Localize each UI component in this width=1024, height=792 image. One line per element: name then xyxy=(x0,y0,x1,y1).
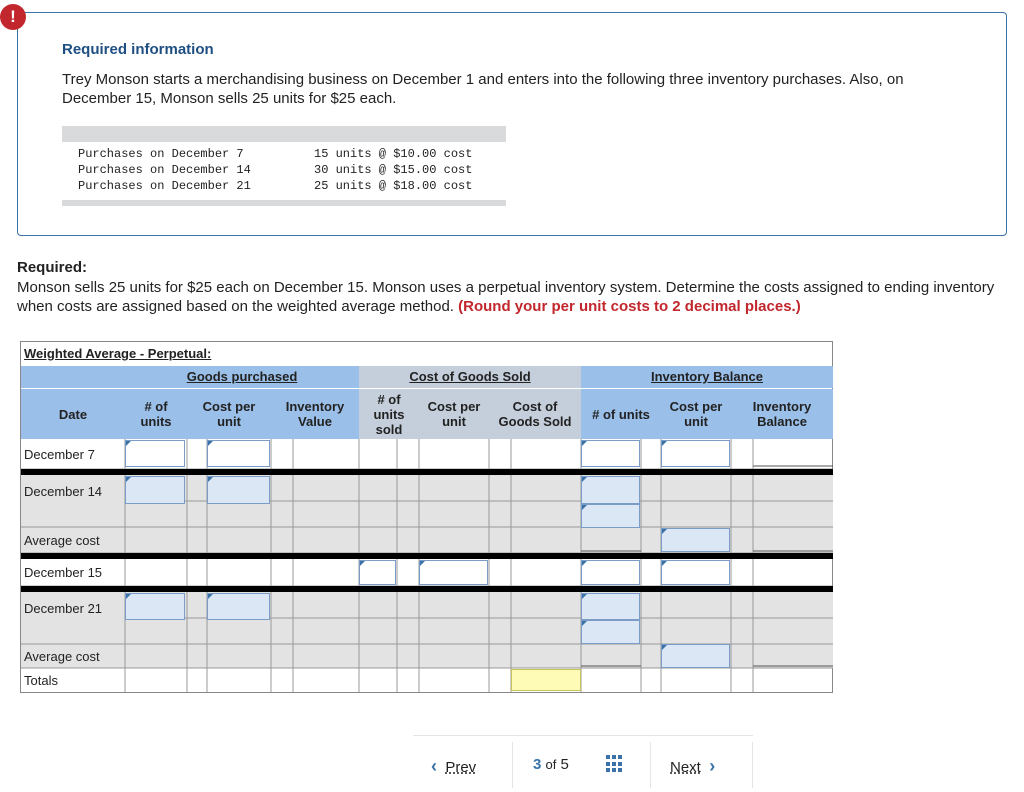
required-text xyxy=(17,278,1012,316)
purchase-row xyxy=(62,178,506,194)
col-date: Date xyxy=(21,389,125,439)
row-label-average-cost: Average cost xyxy=(24,532,100,548)
row-label-dec15: December 15 xyxy=(24,565,103,580)
dec15-balance-cost-input[interactable] xyxy=(661,560,730,585)
average-cost-2-input[interactable] xyxy=(661,644,730,668)
col-ib-balance: Inventory Balance xyxy=(731,389,833,439)
purchase-label: Purchases on December 14 xyxy=(78,163,251,177)
grid-icon[interactable] xyxy=(606,755,624,773)
info-title: Required information xyxy=(62,41,214,58)
page-of: of xyxy=(545,757,557,772)
page-indicator xyxy=(533,756,569,773)
total-pages: 5 xyxy=(560,756,569,773)
table-caption: Weighted Average - Perpetual: xyxy=(24,346,212,361)
col-cs-cost: Cost per unit xyxy=(419,389,489,439)
dec7-cost-input[interactable] xyxy=(207,440,270,467)
dec21-units-input[interactable] xyxy=(125,593,185,620)
dec14-balance-units-input-2[interactable] xyxy=(581,504,640,528)
row-label-average-cost: Average cost xyxy=(24,648,100,664)
col-cs-units: # of units sold xyxy=(359,389,419,439)
chevron-right-icon: › xyxy=(709,756,716,776)
required-information-box xyxy=(17,12,1007,236)
row-separator xyxy=(21,586,833,592)
inventory-balance-header: Inventory Balance xyxy=(581,366,833,388)
chevron-left-icon: ‹ xyxy=(431,756,437,776)
row-separator xyxy=(21,469,833,475)
dec21-balance-units-input-2[interactable] xyxy=(581,620,640,644)
weighted-average-table xyxy=(20,341,833,693)
average-cost-1-input[interactable] xyxy=(661,528,730,552)
dec14-balance-units-input[interactable] xyxy=(581,476,640,504)
total-cogs-cell xyxy=(511,669,581,691)
purchase-detail: 25 units @ $18.00 cost xyxy=(314,179,473,193)
dec15-units-sold-input[interactable] xyxy=(359,560,396,585)
next-button[interactable] xyxy=(670,756,715,777)
required-description: Monson sells 25 units for $25 each on December 15. Monson uses a perpetual inventory system. Determine the costs assigned to ending inventory when costs are assigned based on the weighted average method. xyxy=(17,279,995,315)
dec21-balance-units-input[interactable] xyxy=(581,593,640,620)
dec15-balance-units-input[interactable] xyxy=(581,560,640,585)
dec21-cost-input[interactable] xyxy=(207,593,270,620)
purchase-row xyxy=(62,146,506,162)
dec7-balance-cost-input[interactable] xyxy=(661,440,730,467)
dec14-units-input[interactable] xyxy=(125,476,185,504)
prev-button[interactable] xyxy=(431,756,476,777)
col-ib-units: # of units xyxy=(581,389,661,439)
dec7-units-input[interactable] xyxy=(125,440,185,467)
row-label-dec7: December 7 xyxy=(24,446,95,462)
dec7-balance-units-input[interactable] xyxy=(581,440,640,467)
row-separator xyxy=(21,553,833,559)
required-title: Required: xyxy=(17,259,88,276)
current-page: 3 xyxy=(533,756,542,773)
purchase-detail: 15 units @ $10.00 cost xyxy=(314,147,473,161)
nav-divider xyxy=(752,742,753,788)
col-gp-value: Inventory Value xyxy=(271,389,359,439)
date-group-header-blank xyxy=(21,366,125,388)
col-ib-cost: Cost per unit xyxy=(661,389,731,439)
pagination-bar xyxy=(413,735,753,792)
next-label: Next xyxy=(670,759,701,776)
col-gp-cost: Cost per unit xyxy=(187,389,271,439)
alert-icon: ! xyxy=(0,4,26,30)
purchase-row xyxy=(62,162,506,178)
purchase-label: Purchases on December 21 xyxy=(78,179,251,193)
purchase-detail: 30 units @ $15.00 cost xyxy=(314,163,473,177)
row-label-dec14: December 14 xyxy=(24,483,103,499)
nav-divider xyxy=(650,742,651,788)
cogs-header: Cost of Goods Sold xyxy=(359,366,581,388)
goods-purchased-header: Goods purchased xyxy=(125,366,359,388)
dec15-cost-per-unit-input[interactable] xyxy=(419,560,488,585)
col-gp-units: # of units xyxy=(125,389,187,439)
nav-divider xyxy=(512,742,513,788)
info-text: Trey Monson starts a merchandising business on December 1 and enters into the following three inventory purchases. Also, on December 15, Monson sells 25 units for $25 each. xyxy=(62,71,904,107)
dec14-cost-input[interactable] xyxy=(207,476,270,504)
purchases-list xyxy=(62,126,506,206)
rounding-note: (Round your per unit costs to 2 decimal places.) xyxy=(458,298,801,315)
row-label-dec21: December 21 xyxy=(24,600,103,616)
col-cs-total: Cost of Goods Sold xyxy=(489,389,581,439)
purchase-label: Purchases on December 7 xyxy=(78,147,244,161)
row-label-totals: Totals xyxy=(24,672,58,688)
prev-label: Prev xyxy=(445,759,477,776)
